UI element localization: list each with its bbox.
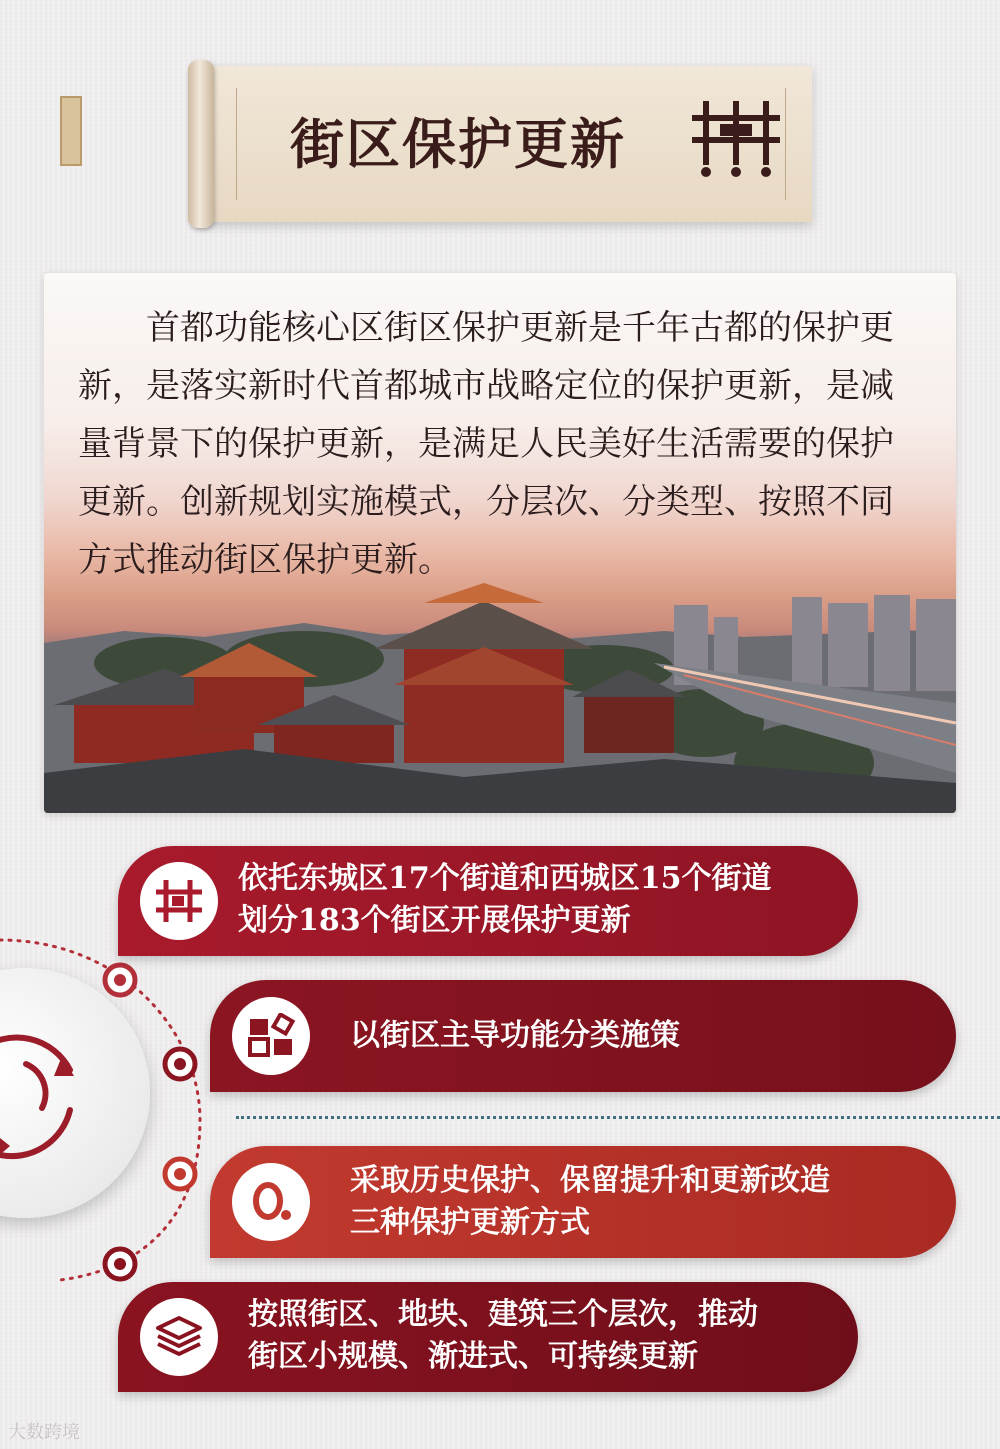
timeline-node-2: [162, 1046, 198, 1082]
page-title: 街区保护更新: [290, 112, 626, 176]
timeline-node-1: [102, 962, 138, 998]
item-4-line-2: 街区小规模、渐进式、可持续更新: [248, 1339, 698, 1374]
city-skyline-image: [44, 573, 956, 813]
intro-card: [44, 273, 956, 813]
item-card-1: [118, 846, 858, 956]
scroll-roll: [188, 60, 214, 228]
item-text-4: [248, 1294, 758, 1378]
divider-dotted-line: [236, 1116, 1000, 1119]
item-card-3: [210, 1146, 956, 1258]
intro-paragraph: 首都功能核心区街区保护更新是千年古都的保护更新，是落实新时代首都城市战略定位的保护更新，是减量背景下的保护更新，是满足人民美好生活需要的保护更新。创新规划实施模式，分层次、分类型、按照不同方式推动街区保护更新。: [78, 308, 894, 580]
title-ornament-bar: [60, 96, 82, 166]
timeline-node-4: [102, 1246, 138, 1282]
item-text-2: 以街区主导功能分类施策: [350, 1018, 680, 1053]
item-1-line-2: 划分183个街区开展保护更新: [238, 903, 631, 938]
item-text-1: [238, 858, 772, 942]
modes-icon: [232, 1163, 310, 1241]
watermark: 大数跨境: [8, 1422, 80, 1443]
street-grid-icon: [140, 862, 218, 940]
street-emblem-icon: [692, 100, 780, 180]
item-3-line-2: 三种保护更新方式: [350, 1205, 590, 1240]
item-4-line-1: 按照街区、地块、建筑三个层次，推动: [248, 1297, 758, 1332]
item-3-line-1: 采取历史保护、保留提升和更新改造: [350, 1163, 830, 1198]
cycle-arrows-icon: [0, 1020, 100, 1170]
timeline-node-3: [162, 1156, 198, 1192]
item-1-line-1: 依托东城区17个街道和西城区15个街道: [238, 861, 772, 896]
item-text-3: [350, 1160, 830, 1244]
item-card-4: [118, 1282, 858, 1392]
categories-icon: [232, 997, 310, 1075]
layers-icon: [140, 1298, 218, 1376]
item-card-2: [210, 980, 956, 1092]
